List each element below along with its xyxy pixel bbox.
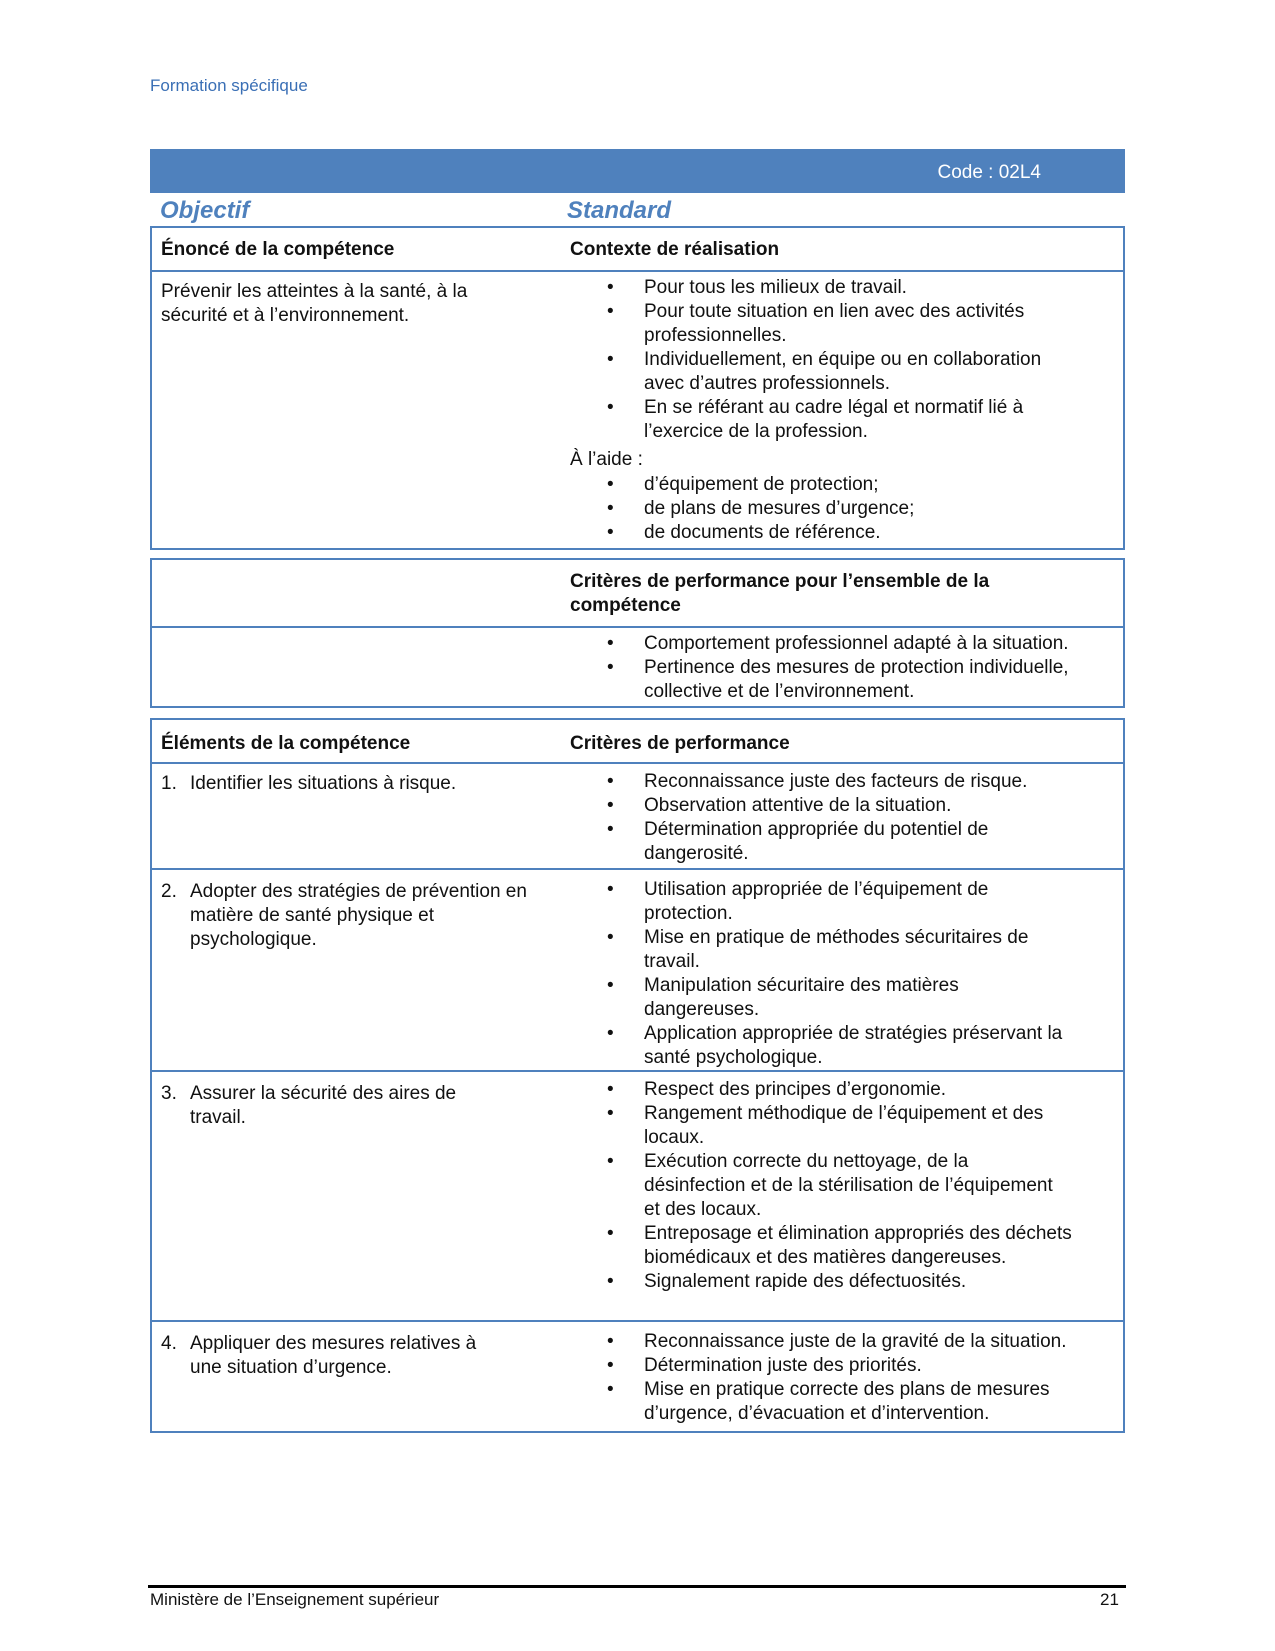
- statement-line: sécurité et à l’environnement.: [161, 305, 410, 326]
- list-item: • Exécution correcte du nettoyage, de la désinfection et de la stérilisation de l’équipement et des locaux.: [607, 1150, 1072, 1222]
- list-item: • Utilisation appropriée de l’équipement de protection.: [607, 878, 1077, 926]
- list-item: • Rangement méthodique de l’équipement et des locaux.: [607, 1102, 1072, 1150]
- list-item: • Détermination appropriée du potentiel de dangerosité.: [607, 818, 1072, 866]
- statement-line: Prévenir les atteintes à la santé, à la: [161, 281, 468, 302]
- global-criteria-heading: Critères de performance pour l’ensemble de la compétence: [570, 571, 990, 616]
- element-number: 2.: [161, 881, 177, 902]
- list-item: • de plans de mesures d’urgence;: [607, 497, 1072, 521]
- global-criteria-table: [150, 558, 1125, 708]
- element-number: 4.: [161, 1333, 177, 1354]
- list-item: • Pertinence des mesures de protection individuelle, collective et de l’environnement.: [607, 656, 1087, 704]
- context-heading: Contexte de réalisation: [570, 239, 780, 260]
- list-item: • Mise en pratique correcte des plans de mesures d’urgence, d’évacuation et d’intervention.: [607, 1378, 1087, 1426]
- criteria-list: [607, 878, 1077, 1070]
- list-item: • d’équipement de protection;: [607, 473, 1072, 497]
- elements-heading: Éléments de la compétence: [161, 733, 411, 754]
- list-item: • de documents de référence.: [607, 521, 1072, 545]
- criteria-list: [607, 1330, 1087, 1426]
- list-item: • Reconnaissance juste des facteurs de risque.: [607, 770, 1072, 794]
- list-item: • Comportement professionnel adapté à la situation.: [607, 632, 1087, 656]
- statement-heading: Énoncé de la compétence: [161, 239, 395, 260]
- criteria-list: [607, 770, 1072, 866]
- list-item: • Détermination juste des priorités.: [607, 1354, 1087, 1378]
- list-item: • Entreposage et élimination appropriés des déchets biomédicaux et des matières dangereuses.: [607, 1222, 1072, 1270]
- table-header-row: [152, 560, 1123, 628]
- list-item: • Pour toute situation en lien avec des activités professionnelles.: [607, 300, 1072, 348]
- aide-list: [607, 473, 1072, 545]
- table-header-row: [152, 720, 1123, 762]
- statement-context-table: [150, 226, 1125, 550]
- list-item: • Application appropriée de stratégies préservant la santé psychologique.: [607, 1022, 1077, 1070]
- list-item: • Individuellement, en équipe ou en collaboration avec d’autres professionnels.: [607, 348, 1072, 396]
- element-number: 3.: [161, 1083, 177, 1104]
- list-item: • Mise en pratique de méthodes sécuritaires de travail.: [607, 926, 1077, 974]
- table-row: [152, 868, 1123, 1070]
- objective-heading: Objectif: [160, 197, 250, 224]
- competency-code: Code : 02L4: [937, 162, 1041, 183]
- element-number: 1.: [161, 773, 177, 794]
- aide-label: À l’aide :: [570, 449, 643, 470]
- list-item: • Reconnaissance juste de la gravité de la situation.: [607, 1330, 1087, 1354]
- list-item: • En se référant au cadre légal et normatif lié à l’exercice de la profession.: [607, 396, 1072, 444]
- table-header-row: [152, 228, 1123, 272]
- list-item: • Signalement rapide des défectuosités.: [607, 1270, 1072, 1294]
- element-text: Assurer la sécurité des aires de travail.: [190, 1083, 457, 1128]
- page-number: 21: [1100, 1590, 1119, 1609]
- competency-statement: [161, 280, 541, 328]
- element-text: Identifier les situations à risque.: [190, 773, 457, 794]
- context-list: [607, 276, 1072, 444]
- element-text: Adopter des stratégies de prévention en matière de santé physique et psychologique.: [190, 881, 527, 950]
- element-text: Appliquer des mesures relatives à une situation d’urgence.: [190, 1333, 477, 1378]
- running-header: Formation spécifique: [150, 76, 308, 95]
- footer-ministry: Ministère de l’Enseignement supérieur: [150, 1590, 440, 1609]
- list-item: • Observation attentive de la situation.: [607, 794, 1072, 818]
- list-item: • Pour tous les milieux de travail.: [607, 276, 1072, 300]
- table-row: [152, 1320, 1123, 1437]
- criteria-heading: Critères de performance: [570, 733, 790, 754]
- table-row: [152, 1070, 1123, 1320]
- footer-rule: [148, 1585, 1126, 1588]
- code-bar: [150, 149, 1125, 193]
- elements-criteria-table: [150, 718, 1125, 1433]
- list-item: • Respect des principes d’ergonomie.: [607, 1078, 1072, 1102]
- global-criteria-list: [607, 632, 1087, 704]
- table-row: [152, 762, 1123, 868]
- standard-heading: Standard: [567, 197, 672, 224]
- criteria-list: [607, 1078, 1072, 1294]
- list-item: • Manipulation sécuritaire des matières dangereuses.: [607, 974, 1077, 1022]
